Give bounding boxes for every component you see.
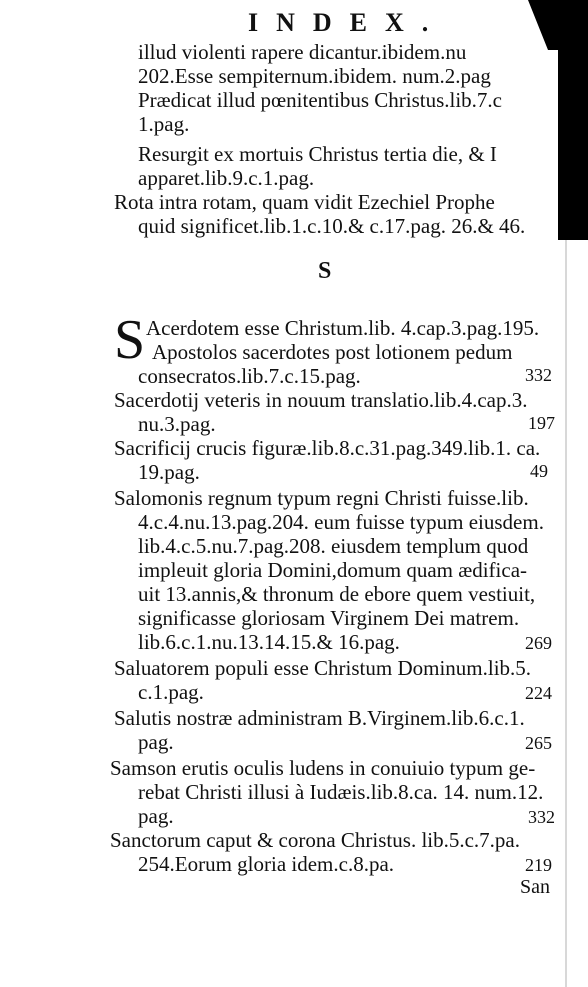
entry-line: Samson erutis oculis ludens in conuiuio typum ge- [110,756,536,780]
entry-line: quid significet.lib.1.c.10.& c.17.pag. 26.& 46. [138,214,526,238]
entry-line: Apostolos sacerdotes post lotionem pedum [152,340,513,364]
entry-line: Sanctorum caput & corona Christus. lib.5.c.7.pa. [110,828,521,852]
page-edge-shadow-side [558,20,588,240]
drop-cap: S [114,309,146,371]
page-ref: 49 [530,461,548,481]
entry-line: 1.pag. [138,112,190,136]
entry-line: 254.Eorum gloria idem.c.8.pa. [138,852,395,876]
page-ref: 224 [525,683,552,703]
entry-line: pag. [138,730,174,754]
page-header: INDEX. [248,8,447,37]
entry-line: 4.c.4.nu.13.pag.204. eum fuisse typum eiusdem. [138,510,544,534]
entry-line: c.1.pag. [138,680,204,704]
entry-line: rebat Christi illusi à Iudæis.lib.8.ca. 14. num.12. [138,780,544,804]
entry-line: pag. [138,804,174,828]
entry-line: Saluatorem populi esse Christum Dominum.lib.5. [114,656,532,680]
entry-line: Rota intra rotam, quam vidit Ezechiel Prophe [114,190,495,214]
page-ref: 265 [525,733,552,753]
page-ref: 219 [525,855,552,875]
entry-line: significasse gloriosam Virginem Dei matrem. [138,606,520,630]
page-ref: 269 [525,633,552,653]
entry-line: apparet.lib.9.c.1.pag. [138,166,315,190]
page-fold-line [565,240,567,987]
entry-line: uit 13.annis,& thronum de ebore quem vestiuit, [138,582,536,606]
entry-line: impleuit gloria Domini,domum quam ædifica- [138,558,528,582]
page-ref: 197 [528,413,555,433]
page-ref: 332 [525,365,552,385]
entry-line: Acerdotem esse Christum.lib. 4.cap.3.pag.195. [146,316,540,340]
entry-line: Prædicat illud pœnitentibus Christus.lib.7.c [138,88,502,112]
entry-line: lib.6.c.1.nu.13.14.15.& 16.pag. [138,630,400,654]
entry-line: Sacrificij crucis figuræ.lib.8.c.31.pag.349.lib.1. ca. [114,436,541,460]
page-ref: 332 [528,807,555,827]
entry-line: consecratos.lib.7.c.15.pag. [138,364,361,388]
catchword: San [520,876,550,898]
entry-line: Sacerdotij veteris in nouum translatio.lib.4.cap.3. [114,388,528,412]
entry-line: Salutis nostræ administram B.Virginem.lib.6.c.1. [114,706,525,730]
entry-line: illud violenti rapere dicantur.ibidem.nu [138,40,467,64]
entry-line: 202.Esse sempiternum.ibidem. num.2.pag [138,64,491,88]
entry-line: Salomonis regnum typum regni Christi fuisse.lib. [114,486,529,510]
entry-line: Resurgit ex mortuis Christus tertia die, & I [138,142,497,166]
entry-line: nu.3.pag. [138,412,216,436]
section-letter: S [318,258,332,284]
entry-line: lib.4.c.5.nu.7.pag.208. eiusdem templum quod [138,534,529,558]
entry-line: 19.pag. [138,460,200,484]
